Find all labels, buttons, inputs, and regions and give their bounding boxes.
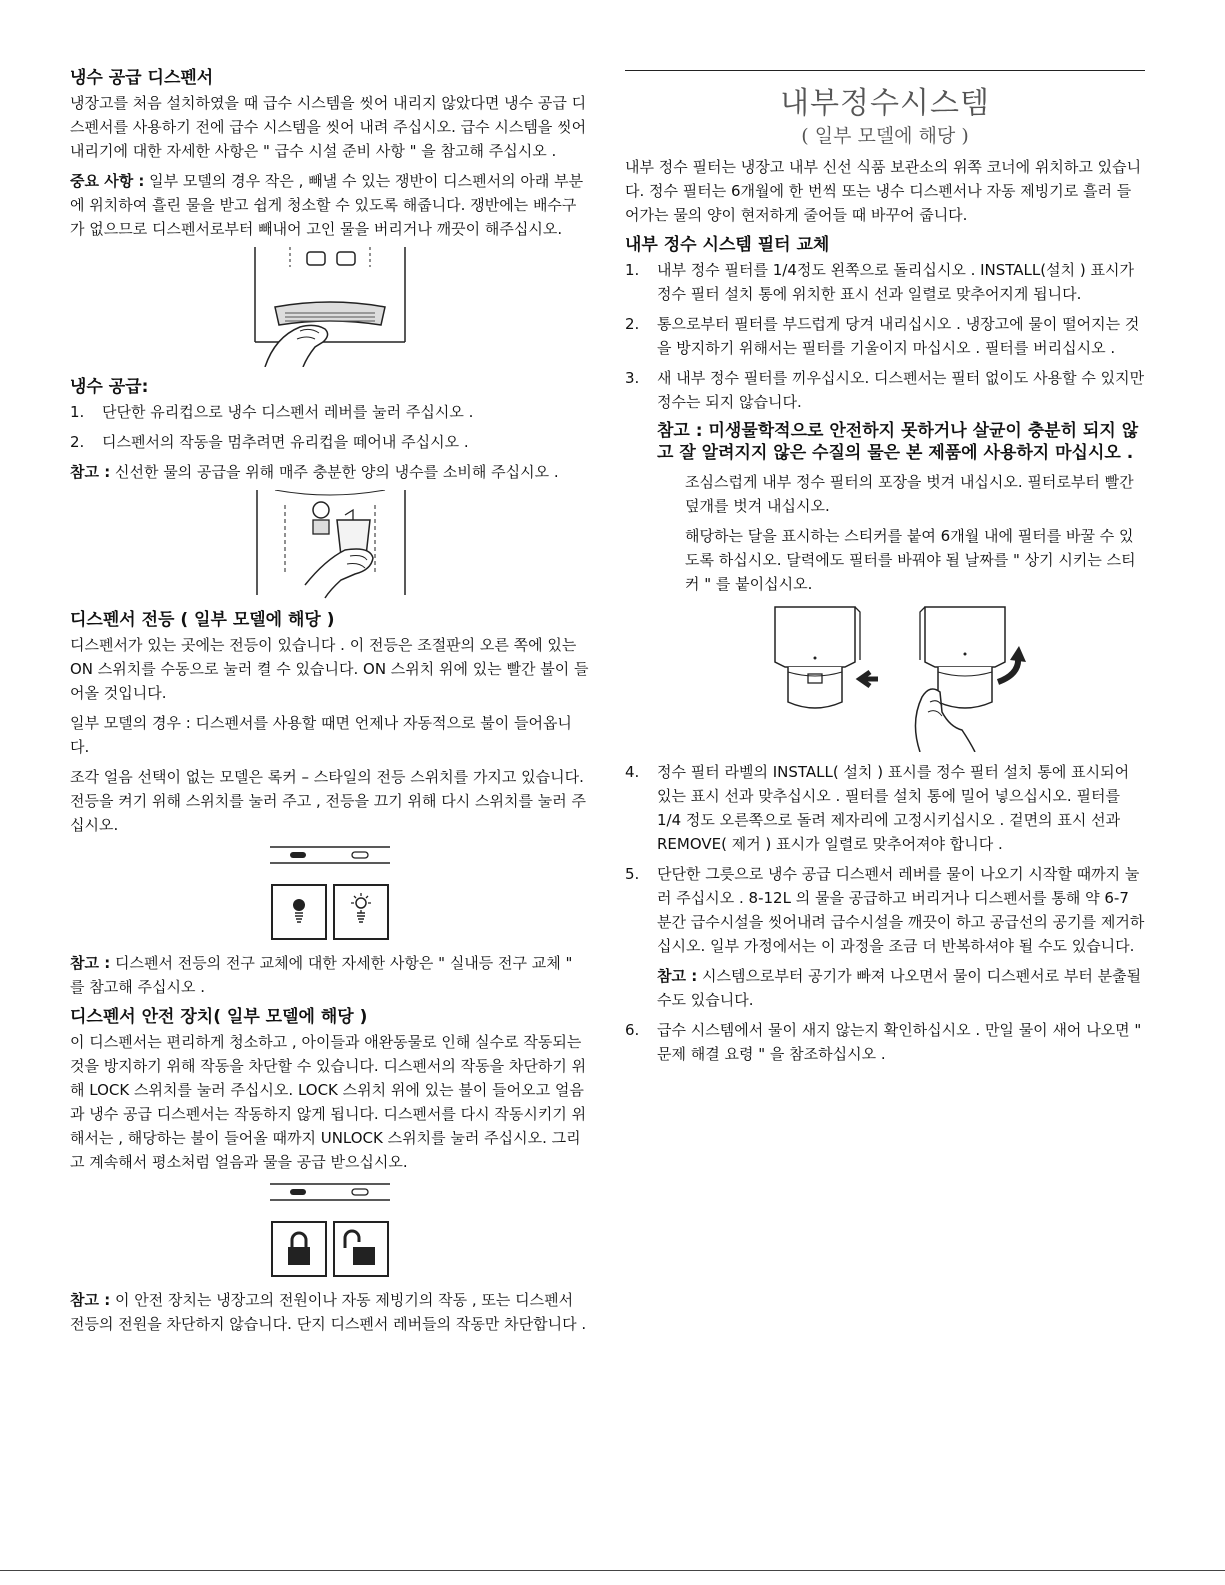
paragraph: 내부 정수 필터는 냉장고 내부 신선 식품 보관소의 위쪽 코너에 위치하고 있습니다. 정수 필터는 6개월에 한 번씩 또는 냉수 디스펜서나 자동 제빙기로 흘러 들어가는 물의 양이 현저하게 줄어들 때 바꾸어 줍니다. bbox=[625, 158, 1142, 224]
page-bottom-rule bbox=[0, 1570, 1225, 1571]
divider bbox=[625, 70, 1145, 71]
note-text: 신선한 물의 공급을 위해 매주 충분한 양의 냉수를 소비해 주십시오 . bbox=[110, 463, 559, 481]
section-title-cold-water-dispenser: 냉수 공급 디스펜서 bbox=[70, 68, 214, 88]
paragraph: 해당하는 달을 표시하는 스티커를 붙여 6개월 내에 필터를 바꿀 수 있도록 하십시오. 달력에도 필터를 바꿔야 될 날짜를 " 상기 시키는 스티커 " 를 붙이십시오. bbox=[685, 527, 1136, 593]
paragraph: 조각 얼음 선택이 없는 모델은 록커 – 스타일의 전등 스위치를 가지고 있습니다. 전등을 켜기 위해 스위치를 눌러 주고 , 전등을 끄기 위해 다시 스위치를 눌러 주십시오. bbox=[70, 768, 586, 834]
note-label: 참고 : bbox=[70, 954, 111, 972]
list-item: 3. 새 내부 정수 필터를 끼우십시오. 디스펜서는 필터 없이도 사용할 수 있지만 정수는 되지 않습니다. bbox=[625, 369, 1145, 411]
important-note bbox=[70, 169, 590, 241]
list-item: 2. 디스펜서의 작동을 멈추려면 유리컵을 떼어내 주십시오 . bbox=[70, 433, 469, 451]
right-column bbox=[625, 70, 1145, 1072]
paragraph: 디스펜서가 있는 곳에는 전등이 있습니다 . 이 전등은 조절판의 오른 쪽에 있는 ON 스위치를 수동으로 눌러 켤 수 있습니다. ON 스위치 위에 있는 빨간 불이 들어올 것입니다. bbox=[70, 636, 589, 702]
note-text: 이 안전 장치는 냉장고의 전원이나 자동 제빙기의 작동 , 또는 디스펜서 전등의 전원을 차단하지 않습니다. 단지 디스펜서 레버들의 작동만 차단합니다 . bbox=[70, 1291, 587, 1333]
note bbox=[625, 964, 1145, 1012]
list-item: 1. 단단한 유리컵으로 냉수 디스펜서 레버를 눌러 주십시오 . bbox=[70, 403, 474, 421]
note-text: 일부 모델의 경우 작은 , 빼낼 수 있는 쟁반이 디스펜서의 아래 부분에 위치하여 흘린 물을 받고 쉽게 청소할 수 있도록 해줍니다. 쟁반에는 배수구가 없으므로 디스펜서로부터 빼내어 고인 물을 버리거나 깨끗이 해주십시오. bbox=[70, 172, 584, 238]
note-text: 디스펜서 전등의 전구 교체에 대한 자세한 사항은 " 실내등 전구 교체 " 를 참고해 주십시오 . bbox=[70, 954, 573, 996]
note-label: 참고 : bbox=[70, 1291, 111, 1309]
paragraph: 조심스럽게 내부 정수 필터의 포장을 벗겨 내십시오. 필터로부터 빨간 덮개를 벗겨 내십시오. bbox=[685, 473, 1134, 515]
note-label: 중요 사항 : bbox=[70, 172, 145, 190]
glass-dispensing-illustration bbox=[245, 490, 415, 600]
list-item: 5. 단단한 그릇으로 냉수 공급 디스펜서 레버를 물이 나오기 시작할 때까지 눌러 주십시오 . 8-12L 의 물을 공급하고 버리거나 디스펜서를 통해 약 6-7 분간 급수시설을 씻어내려 급수시설을 깨끗이 하고 공급선의 공기를 제거하십시오. 일부 가정에서는 이 과정을 조금 더 반복하셔야 될 수도 있습니다. bbox=[625, 865, 1145, 955]
list-item: 6. 급수 시스템에서 물이 새지 않는지 확인하십시오 . 만일 물이 새어 나오면 " 문제 해결 요령 " 을 참조하십시오 . bbox=[625, 1021, 1142, 1063]
page-subtitle: ( 일부 모델에 해당 ) bbox=[801, 125, 969, 147]
note bbox=[70, 1288, 590, 1336]
note-text: 시스템으로부터 공기가 빠져 나오면서 물이 디스펜서로 부터 분출될 수도 있습니다. bbox=[657, 967, 1142, 1009]
section-title-cold-water-supply: 냉수 공급: bbox=[70, 377, 149, 397]
section-title-dispenser-light: 디스펜서 전등 ( 일부 모델에 해당 ) bbox=[70, 610, 335, 630]
lock-switch-illustration bbox=[265, 1180, 395, 1280]
left-column bbox=[70, 66, 590, 1342]
section-title-dispenser-lock: 디스펜서 안전 장치( 일부 모델에 해당 ) bbox=[70, 1007, 368, 1027]
filter-install-illustration bbox=[770, 602, 1030, 752]
paragraph: 일부 모델의 경우 : 디스펜서를 사용할 때면 언제나 자동적으로 불이 들어옵니다. bbox=[70, 714, 572, 756]
list-item: 1. 내부 정수 필터를 1/4정도 왼쪽으로 돌리십시오 . INSTALL(설치 ) 표시가 정수 필터 설치 통에 위치한 표시 선과 일렬로 맞추어지게 됩니다. bbox=[625, 261, 1134, 303]
paragraph: 이 디스펜서는 편리하게 청소하고 , 아이들과 애완동물로 인해 실수로 작동되는 것을 방지하기 위해 작동을 차단할 수 있습니다. 디스펜서의 작동을 차단하기 위해 LOCK 스위치를 눌러 주십시오. LOCK 스위치 위에 있는 불이 들어오고 얼음과 냉수 공급 디스펜서는 작동하지 않게 됩니다. 디스펜서를 다시 작동시키기 위해서는 , 해당하는 불이 들어올 때까지 UNLOCK 스위치를 눌러 주십시오. 그리고 계속해서 평소처럼 얼음과 물을 공급 받으십시오. bbox=[70, 1033, 587, 1171]
warning-note: 참고 : 미생물학적으로 안전하지 못하거나 살균이 충분히 되지 않고 잘 알려지지 않은 수질의 물은 본 제품에 사용하지 마십시오 . bbox=[657, 421, 1139, 463]
note-label: 참고 : bbox=[70, 463, 111, 481]
note-label: 참고 : bbox=[657, 967, 698, 985]
note bbox=[70, 951, 590, 999]
drip-tray-illustration bbox=[245, 247, 415, 367]
list-item: 2. 통으로부터 필터를 부드럽게 당겨 내리십시오 . 냉장고에 물이 떨어지는 것을 방지하기 위해서는 필터를 기울이지 마십시오 . 필터를 버리십시오 . bbox=[625, 315, 1140, 357]
paragraph: 냉장고를 처음 설치하였을 때 급수 시스템을 씻어 내리지 않았다면 냉수 공급 디스펜서를 사용하기 전에 급수 시스템을 씻어 내려 주십시오. 급수 시스템을 씻어 내리기에 대한 자세한 사항은 " 급수 시설 준비 사항 " 을 참고해 주십시오 . bbox=[70, 94, 587, 160]
list-item: 4. 정수 필터 라벨의 INSTALL( 설치 ) 표시를 정수 필터 설치 통에 표시되어 있는 표시 선과 맞추십시오 . 필터를 설치 통에 밀어 넣으십시오. 필터를 1/4 정도 오른쪽으로 돌려 제자리에 고정시키십시오 . 겉면의 표시 선과 REMOVE( 제거 ) 표시가 일렬로 맞추어져야 합니다 . bbox=[625, 763, 1130, 853]
page-title: 내부정수시스템 bbox=[780, 86, 990, 121]
note bbox=[70, 460, 590, 484]
light-switch-illustration bbox=[265, 843, 395, 943]
section-title-filter-replacement: 내부 정수 시스템 필터 교체 bbox=[625, 235, 830, 255]
